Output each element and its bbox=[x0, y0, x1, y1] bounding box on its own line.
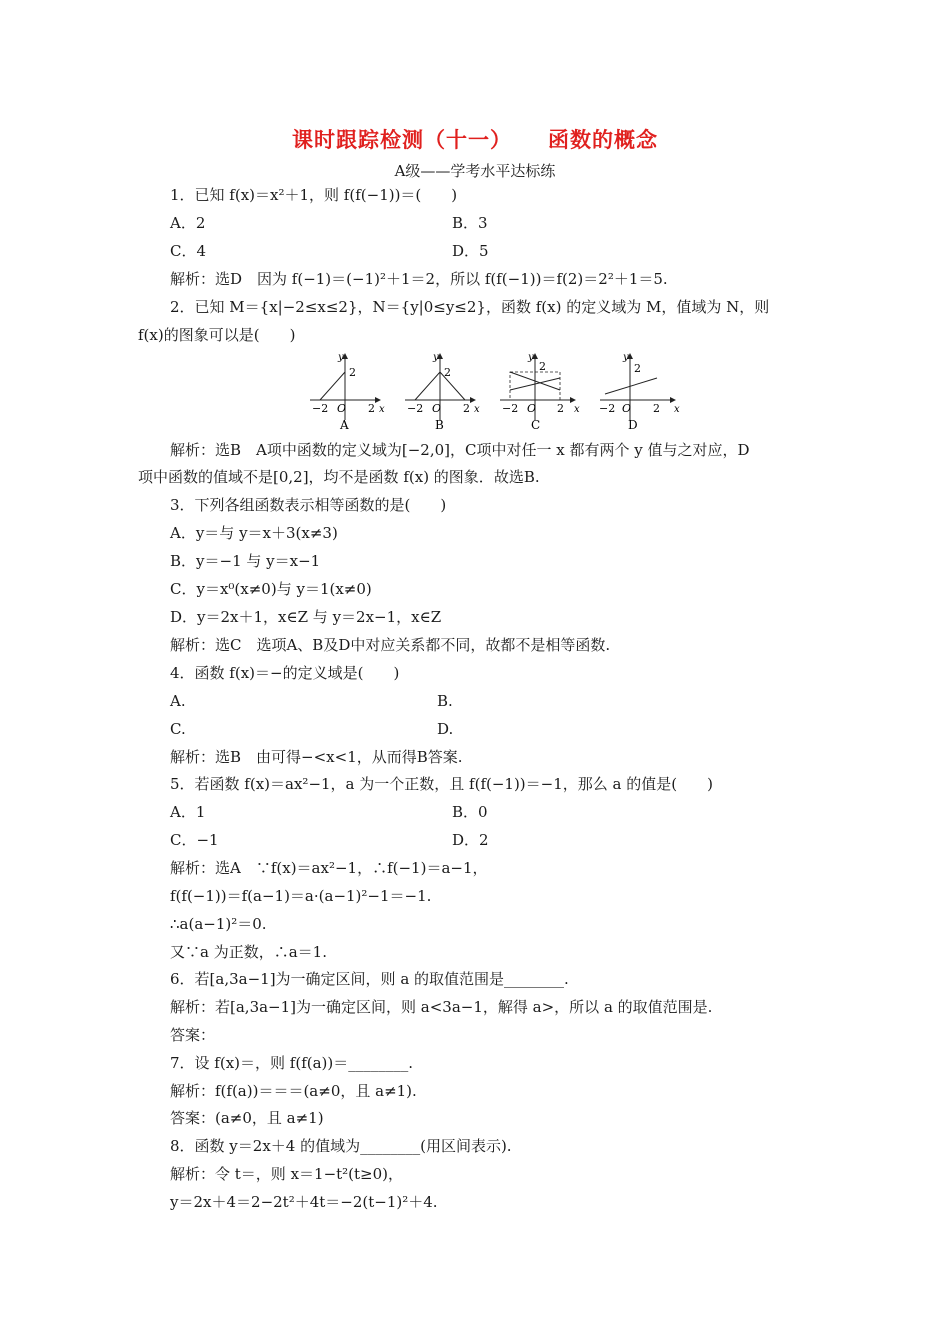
graph-a-tick-neg: −2 bbox=[312, 402, 329, 415]
q2-graph-figures bbox=[300, 350, 690, 434]
q4-option-c: C. bbox=[170, 720, 186, 738]
graph-d-y-tick: 2 bbox=[634, 362, 641, 375]
graph-a-y-tick: 2 bbox=[349, 366, 356, 379]
graph-c-origin: O bbox=[527, 402, 537, 415]
graph-c-y-label: y bbox=[528, 352, 534, 363]
q7-answer: 答案：(a≠0，且 a≠1) bbox=[170, 1109, 324, 1127]
q3-option-b: B．y＝−1 与 y＝x−1 bbox=[170, 552, 321, 570]
graph-c-tick-pos: 2 bbox=[557, 402, 564, 415]
q5-solution-line2: f(f(−1))＝f(a−1)＝a·(a−1)²−1＝−1. bbox=[170, 887, 432, 905]
q3-option-a: A．y＝与 y＝x＋3(x≠3) bbox=[170, 524, 338, 542]
page-title bbox=[0, 124, 950, 154]
q8-solution-line2: y＝2x＋4＝2−2t²＋4t＝−2(t−1)²＋4. bbox=[170, 1193, 438, 1211]
graph-c-y-tick: 2 bbox=[539, 360, 546, 373]
graph-a bbox=[310, 352, 385, 432]
q8-solution-line1: 解析：令 t＝，则 x＝1−t²(t≥0)， bbox=[170, 1165, 404, 1183]
graph-b bbox=[405, 352, 480, 432]
section-subtitle: A级——学考水平达标练 bbox=[394, 162, 556, 180]
graph-a-origin: O bbox=[337, 402, 347, 415]
q5-solution-line4: 又∵a 为正数，∴a＝1. bbox=[170, 943, 327, 961]
graph-a-x-label: x bbox=[379, 404, 385, 415]
graph-b-tick-neg: −2 bbox=[407, 402, 424, 415]
q5-option-c: C．−1 bbox=[170, 831, 219, 849]
graph-a-tick-pos: 2 bbox=[368, 402, 375, 415]
q5-option-b: B．0 bbox=[452, 803, 488, 821]
graph-b-y-tick: 2 bbox=[444, 366, 451, 379]
q2-solution-line1: 解析：选B A项中函数的定义域为[−2,0]，C项中对任一 x 都有两个 y 值与之对应，D bbox=[170, 441, 750, 459]
q4-solution: 解析：选B 由可得−<x<1，从而得B答案. bbox=[170, 748, 463, 766]
q1-option-d: D．5 bbox=[452, 242, 489, 260]
q1-option-c: C．4 bbox=[170, 242, 207, 260]
graph-c-x-label: x bbox=[574, 404, 580, 415]
q8-stem: 8．函数 y＝2x＋4 的值域为________(用区间表示). bbox=[170, 1137, 512, 1155]
q6-answer: 答案： bbox=[170, 1026, 216, 1044]
q5-solution-line1: 解析：选A ∵f(x)＝ax²−1，∴f(−1)＝a−1， bbox=[170, 859, 488, 877]
q3-option-c: C．y＝x⁰(x≠0)与 y＝1(x≠0) bbox=[170, 580, 372, 598]
title-topic: 函数的概念 bbox=[548, 128, 658, 152]
graph-a-y-label: y bbox=[338, 352, 344, 363]
graph-c bbox=[500, 352, 580, 432]
graph-a-caption: A bbox=[340, 418, 349, 432]
q2-stem-line2: f(x)的图象可以是( ) bbox=[138, 326, 296, 344]
q3-option-d: D．y＝2x＋1，x∈Z 与 y＝2x−1，x∈Z bbox=[170, 608, 442, 626]
q3-solution: 解析：选C 选项A、B及D中对应关系都不同，故都不是相等函数. bbox=[170, 636, 611, 654]
graph-d-tick-neg: −2 bbox=[599, 402, 616, 415]
graph-d bbox=[599, 352, 680, 432]
graph-d-y-label: y bbox=[623, 352, 629, 363]
graph-d-tick-pos: 2 bbox=[653, 402, 660, 415]
graph-b-caption: B bbox=[435, 418, 444, 432]
graph-b-y-label: y bbox=[433, 352, 439, 363]
graph-b-tick-pos: 2 bbox=[463, 402, 470, 415]
q2-stem-line1: 2．已知 M＝{x|−2≤x≤2}，N＝{y|0≤y≤2}，函数 f(x) 的定义域为 M，值域为 N，则 bbox=[170, 298, 770, 316]
q2-solution-line2: 项中函数的值域不是[0,2]，均不是函数 f(x) 的图象．故选B. bbox=[138, 468, 540, 486]
q1-solution: 解析：选D 因为 f(−1)＝(−1)²＋1＝2，所以 f(f(−1))＝f(2)＝2²＋1＝5. bbox=[170, 270, 668, 288]
q4-option-b: B. bbox=[437, 692, 453, 710]
q7-stem: 7．设 f(x)＝，则 f(f(a))＝________. bbox=[170, 1054, 414, 1072]
q6-solution: 解析：若[a,3a−1]为一确定区间，则 a<3a−1，解得 a>，所以 a 的取值范围是. bbox=[170, 998, 713, 1016]
q4-option-a: A. bbox=[170, 692, 186, 710]
q7-solution: 解析：f(f(a))＝＝＝(a≠0，且 a≠1). bbox=[170, 1082, 417, 1100]
q1-stem: 1．已知 f(x)＝x²＋1，则 f(f(−1))＝( ) bbox=[170, 186, 458, 204]
title-main: 课时跟踪检测（十一） bbox=[292, 128, 512, 152]
q1-option-a: A．2 bbox=[170, 214, 206, 232]
graph-b-x-label: x bbox=[474, 404, 480, 415]
q5-solution-line3: ∴a(a−1)²＝0. bbox=[170, 915, 267, 933]
q4-option-d: D. bbox=[437, 720, 454, 738]
graph-d-caption: D bbox=[628, 418, 638, 432]
q4-stem: 4．函数 f(x)＝−的定义域是( ) bbox=[170, 664, 400, 682]
q6-stem: 6．若[a,3a−1]为一确定区间，则 a 的取值范围是________. bbox=[170, 970, 569, 988]
q1-option-b: B．3 bbox=[452, 214, 488, 232]
q5-option-a: A．1 bbox=[170, 803, 206, 821]
graph-c-tick-neg: −2 bbox=[502, 402, 519, 415]
graph-b-origin: O bbox=[432, 402, 442, 415]
q5-stem: 5．若函数 f(x)＝ax²−1，a 为一个正数，且 f(f(−1))＝−1，那么 a 的值是( ) bbox=[170, 775, 713, 793]
graph-d-x-label: x bbox=[674, 404, 680, 415]
graph-d-origin: O bbox=[622, 402, 632, 415]
q3-stem: 3．下列各组函数表示相等函数的是( ) bbox=[170, 496, 447, 514]
q5-option-d: D．2 bbox=[452, 831, 489, 849]
graph-c-caption: C bbox=[531, 418, 541, 432]
